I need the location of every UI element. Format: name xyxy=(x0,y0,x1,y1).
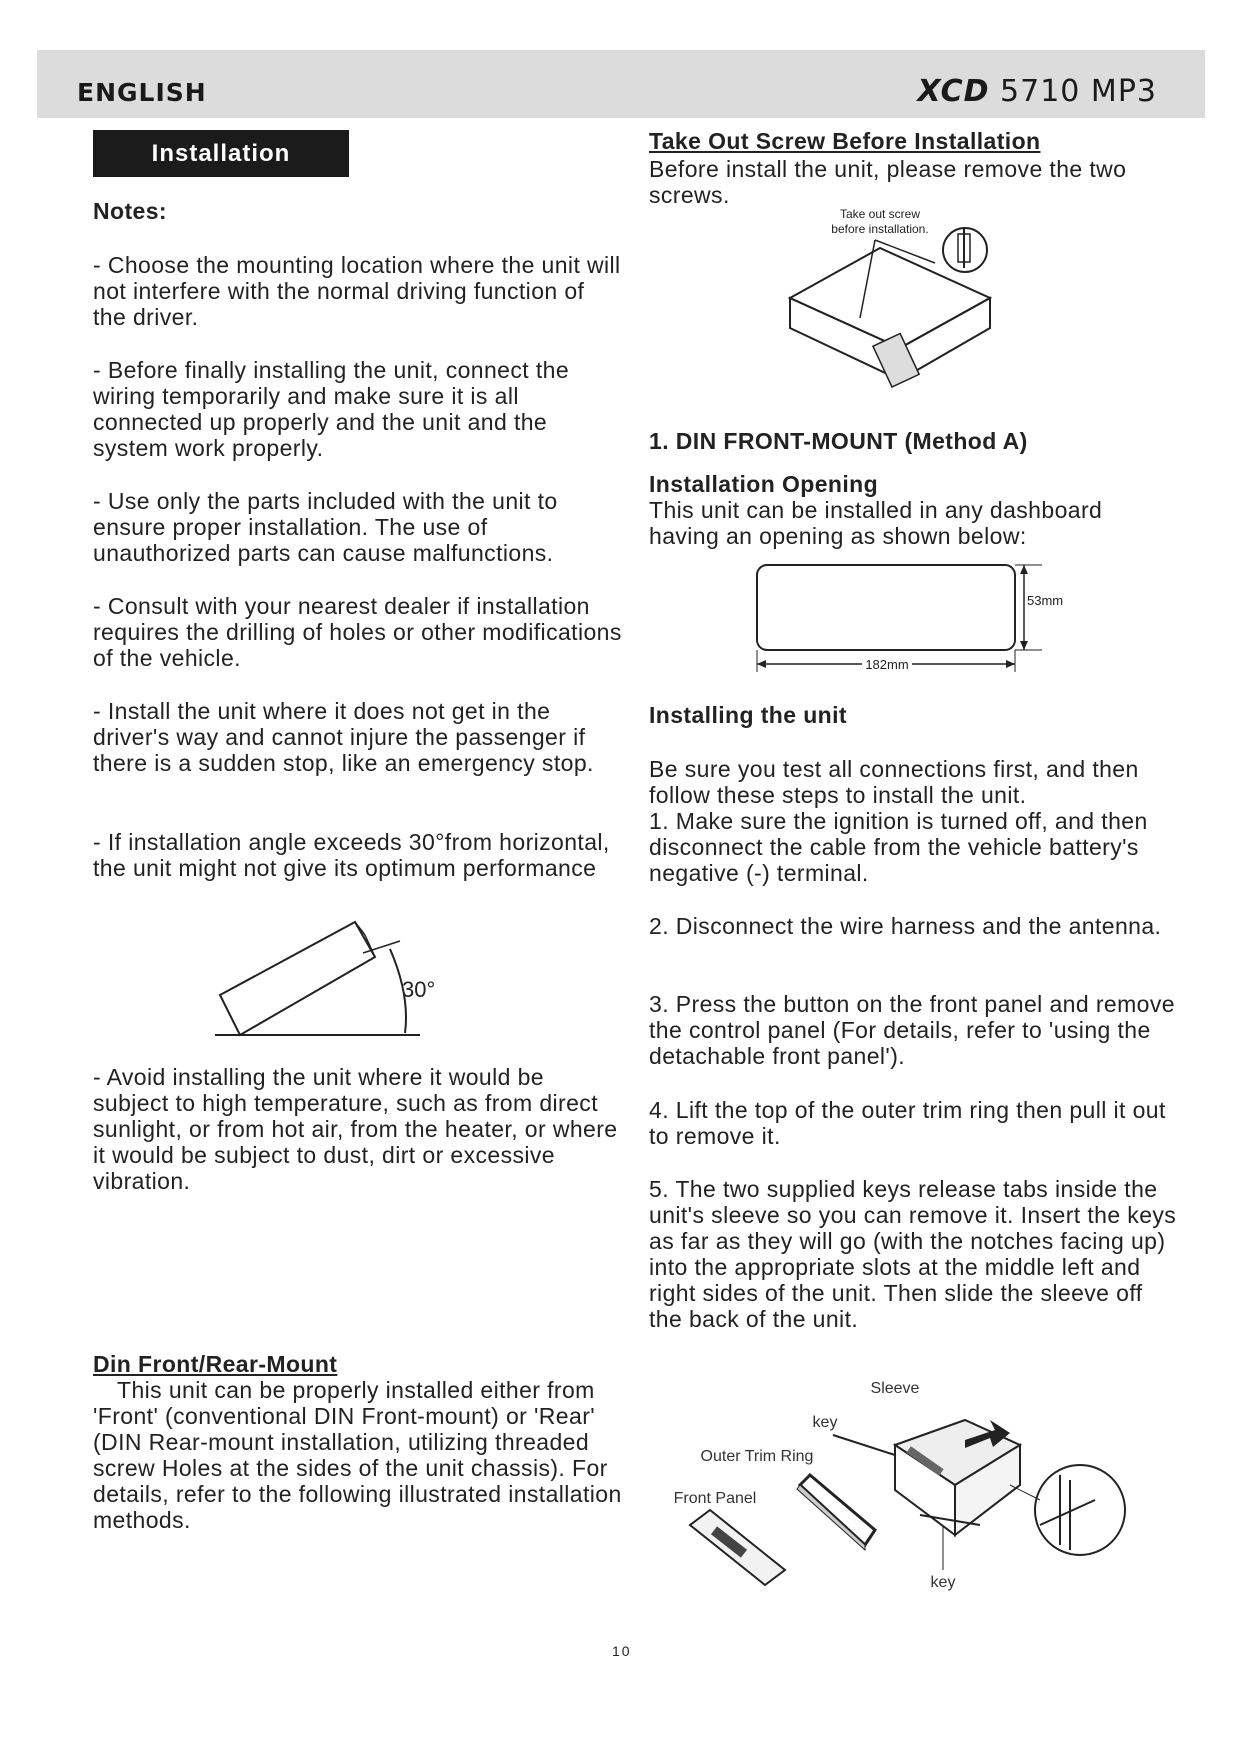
step-3: 3. Press the button on the front panel and remove the control panel (For details, refer to 'using the detachable front panel'). xyxy=(649,991,1175,1069)
installing-intro: Be sure you test all connections first, and then follow these steps to install the unit. xyxy=(649,756,1139,808)
screw-fig-label-2: before installation. xyxy=(831,222,929,236)
notes-heading: Notes: xyxy=(93,198,167,224)
screw-fig-label-1: Take out screw xyxy=(839,207,921,221)
page-number: 10 xyxy=(612,1643,632,1659)
din-text: This unit can be properly installed either from 'Front' (conventional DIN Front-mount) or 'Rear' (DIN Rear-mount installation, utilizing threaded screw Holes at the sides of the unit chassis). For details, refer to the following illustrated installation methods. xyxy=(93,1377,622,1533)
screw-heading: Take Out Screw Before Installation xyxy=(649,128,1041,154)
angle-label: 30° xyxy=(402,977,436,1002)
opening-dimension-diagram xyxy=(752,560,1072,675)
model-prefix: XCD xyxy=(917,74,990,109)
note-dealer: - Consult with your nearest dealer if installation requires the drilling of holes or other modifications of the vehicle. xyxy=(93,593,622,671)
installing-heading: Installing the unit xyxy=(649,702,847,728)
page-header xyxy=(37,50,1205,118)
dim-width: 182mm xyxy=(865,657,909,672)
sleeve-removal-diagram xyxy=(665,1375,1145,1605)
language-label: ENGLISH xyxy=(77,78,207,107)
fig-sleeve-label: Sleeve xyxy=(870,1380,920,1397)
note-wiring: - Before finally installing the unit, connect the wiring temporarily and make sure it is all connected up properly and the unit and the system work properly. xyxy=(93,357,570,461)
step-2: 2. Disconnect the wire harness and the antenna. xyxy=(649,913,1162,939)
model-suffix: 5710 MP3 xyxy=(1000,74,1157,109)
screw-diagram xyxy=(780,208,1000,393)
note-mounting-location: - Choose the mounting location where the unit will not interfere with the normal driving function of the driver. xyxy=(93,252,621,330)
note-parts: - Use only the parts included with the unit to ensure proper installation. The use of unauthorized parts can cause malfunctions. xyxy=(93,488,558,566)
screw-text: Before install the unit, please remove the two screws. xyxy=(649,156,1127,208)
step-4: 4. Lift the top of the outer trim ring then pull it out to remove it. xyxy=(649,1097,1166,1149)
angle-diagram xyxy=(210,925,440,1040)
fig-key-bottom-label: key xyxy=(930,1574,956,1591)
fig-key-top-label: key xyxy=(812,1414,838,1431)
din-heading: Din Front/Rear-Mount xyxy=(93,1351,338,1377)
opening-heading: Installation Opening xyxy=(649,471,879,497)
step-5: 5. The two supplied keys release tabs inside the unit's sleeve so you can remove it. Insert the keys as far as they will go (with the notches facing up) into the appropriate slots at the middle left and right sides of the unit. Then slide the sleeve off the back of the unit. xyxy=(649,1176,1177,1332)
fig-outer-trim-label: Outer Trim Ring xyxy=(700,1448,814,1465)
section-title: Installation xyxy=(93,130,349,177)
dim-height: 53mm xyxy=(1027,593,1064,608)
step-1: 1. Make sure the ignition is turned off, and then disconnect the cable from the vehicle battery's negative (-) terminal. xyxy=(649,808,1148,886)
method-heading: 1. DIN FRONT-MOUNT (Method A) xyxy=(649,428,1028,454)
note-drivers-way: - Install the unit where it does not get in the driver's way and cannot injure the passenger if there is a sudden stop, like an emergency stop. xyxy=(93,698,594,776)
fig-front-panel-label: Front Panel xyxy=(673,1490,757,1507)
note-angle: - If installation angle exceeds 30°from horizontal, the unit might not give its optimum performance xyxy=(93,829,610,881)
model-name xyxy=(918,74,1157,109)
opening-text: This unit can be installed in any dashboard having an opening as shown below: xyxy=(649,497,1103,549)
note-avoid: - Avoid installing the unit where it would be subject to high temperature, such as from direct sunlight, or from hot air, from the heater, or where it would be subject to dust, dirt or excessive vibration. xyxy=(93,1064,618,1194)
